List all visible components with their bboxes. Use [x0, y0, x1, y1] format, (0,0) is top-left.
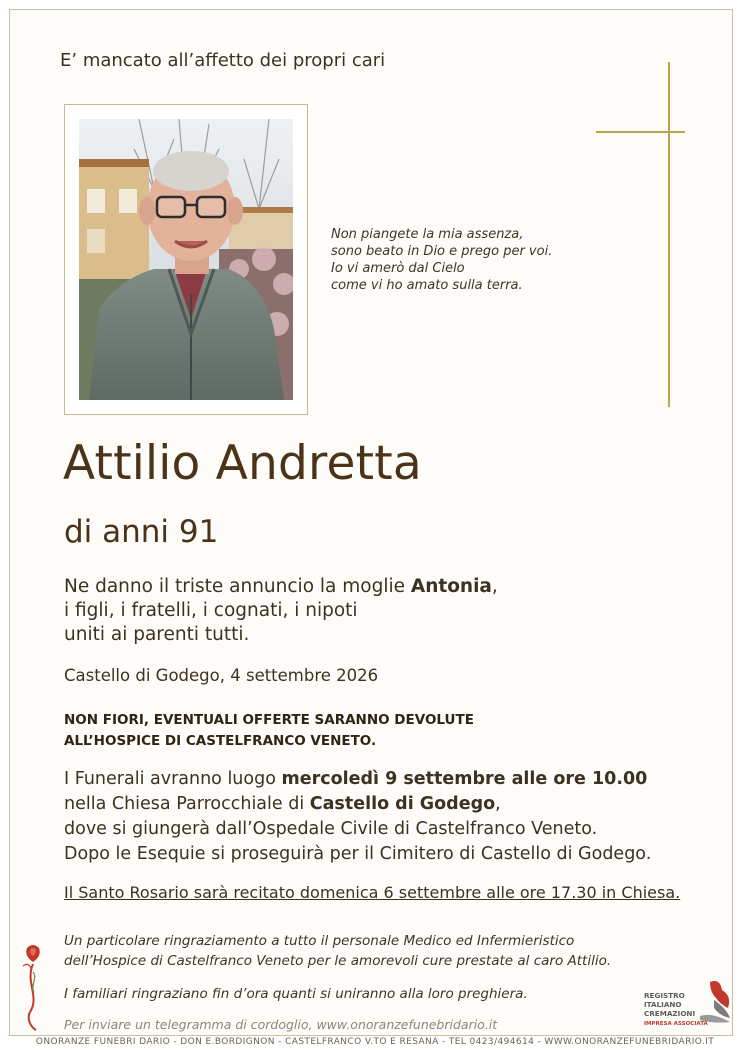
quote-line: sono beato in Dio e prego per voi. — [331, 244, 553, 259]
cremation-registry-logo — [640, 978, 738, 1032]
announcement-line-2: i figli, i fratelli, i cognati, i nipoti — [64, 600, 358, 621]
quote-line: Io vi amerò dal Cielo — [331, 261, 465, 276]
announcement-line-1 — [64, 575, 498, 599]
funeral-line-2 — [64, 792, 651, 817]
announcement-line-3: uniti ai parenti tutti. — [64, 624, 250, 645]
church-suffix: , — [495, 794, 501, 814]
intro-text: E’ mancato all’affetto dei propri cari — [60, 50, 386, 71]
logo-line-3: CREMAZIONI — [644, 1009, 696, 1018]
family-thanks: I familiari ringraziano fin d’ora quanti si uniranno alla loro preghiera. — [64, 986, 528, 1002]
portrait-frame — [64, 104, 308, 415]
cross-vertical — [668, 62, 670, 407]
deceased-age: di anni 91 — [64, 514, 219, 550]
donation-notice — [64, 710, 474, 752]
memorial-quote — [331, 226, 552, 294]
funeral-line-4: Dopo le Esequie si proseguirà per il Cimitero di Castello di Godego. — [64, 844, 652, 864]
funeral-details — [64, 767, 651, 867]
announcement-prefix: Ne danno il triste annuncio la moglie — [64, 576, 411, 597]
wife-name: Antonia — [410, 576, 492, 597]
church-prefix: nella Chiesa Parrocchiale di — [64, 794, 310, 814]
church-location: Castello di Godego — [309, 794, 496, 814]
quote-line: Non piangete la mia assenza, — [331, 227, 524, 242]
thanks-line-1: Un particolare ringraziamento a tutto il personale Medico ed Infermieristico — [64, 933, 575, 949]
telegram-link[interactable]: Per inviare un telegramma di cordoglio, www.onoranzefunebridario.it — [64, 1017, 498, 1032]
rose-icon — [20, 942, 46, 1032]
footer: ONORANZE FUNEBRI DARIO - DON E.BORDIGNON - CASTELFRANCO V.TO E RESANA - TEL 0423/494614 - WWW.ONORANZEFUNEBRIDARIO.IT — [35, 1037, 715, 1047]
rosary-notice: Il Santo Rosario sarà recitato domenica 6 settembre alle ore 17.30 in Chiesa. — [64, 883, 681, 902]
funeral-line-3: dove si giungerà dall’Ospedale Civile di Castelfranco Veneto. — [64, 819, 598, 839]
deceased-name: Attilio Andretta — [63, 436, 422, 491]
funeral-prefix: I Funerali avranno luogo — [64, 769, 282, 789]
announcement — [64, 575, 498, 647]
logo-line-2: ITALIANO — [644, 1000, 682, 1009]
portrait-image — [79, 119, 293, 400]
announcement-suffix: , — [491, 576, 498, 597]
notice-line-2: ALL’HOSPICE DI CASTELFRANCO VENETO. — [64, 733, 377, 749]
funeral-datetime: mercoledì 9 settembre alle ore 10.00 — [281, 769, 648, 789]
funeral-line-1 — [64, 767, 651, 792]
notice-line-1: NON FIORI, EVENTUALI OFFERTE SARANNO DEVOLUTE — [64, 712, 474, 728]
portrait-photo — [79, 119, 293, 400]
quote-line: come vi ho amato sulla terra. — [331, 278, 523, 293]
logo-sub: IMPRESA ASSOCIATA — [644, 1021, 708, 1027]
thanks-line-2: dell’Hospice di Castelfranco Veneto per le amorevoli cure prestate al caro Attilio. — [64, 953, 612, 969]
place-date: Castello di Godego, 4 settembre 2026 — [64, 666, 379, 685]
cross-horizontal — [596, 131, 685, 133]
thanks-message — [64, 931, 611, 971]
logo-line-1: REGISTRO — [644, 991, 685, 1000]
